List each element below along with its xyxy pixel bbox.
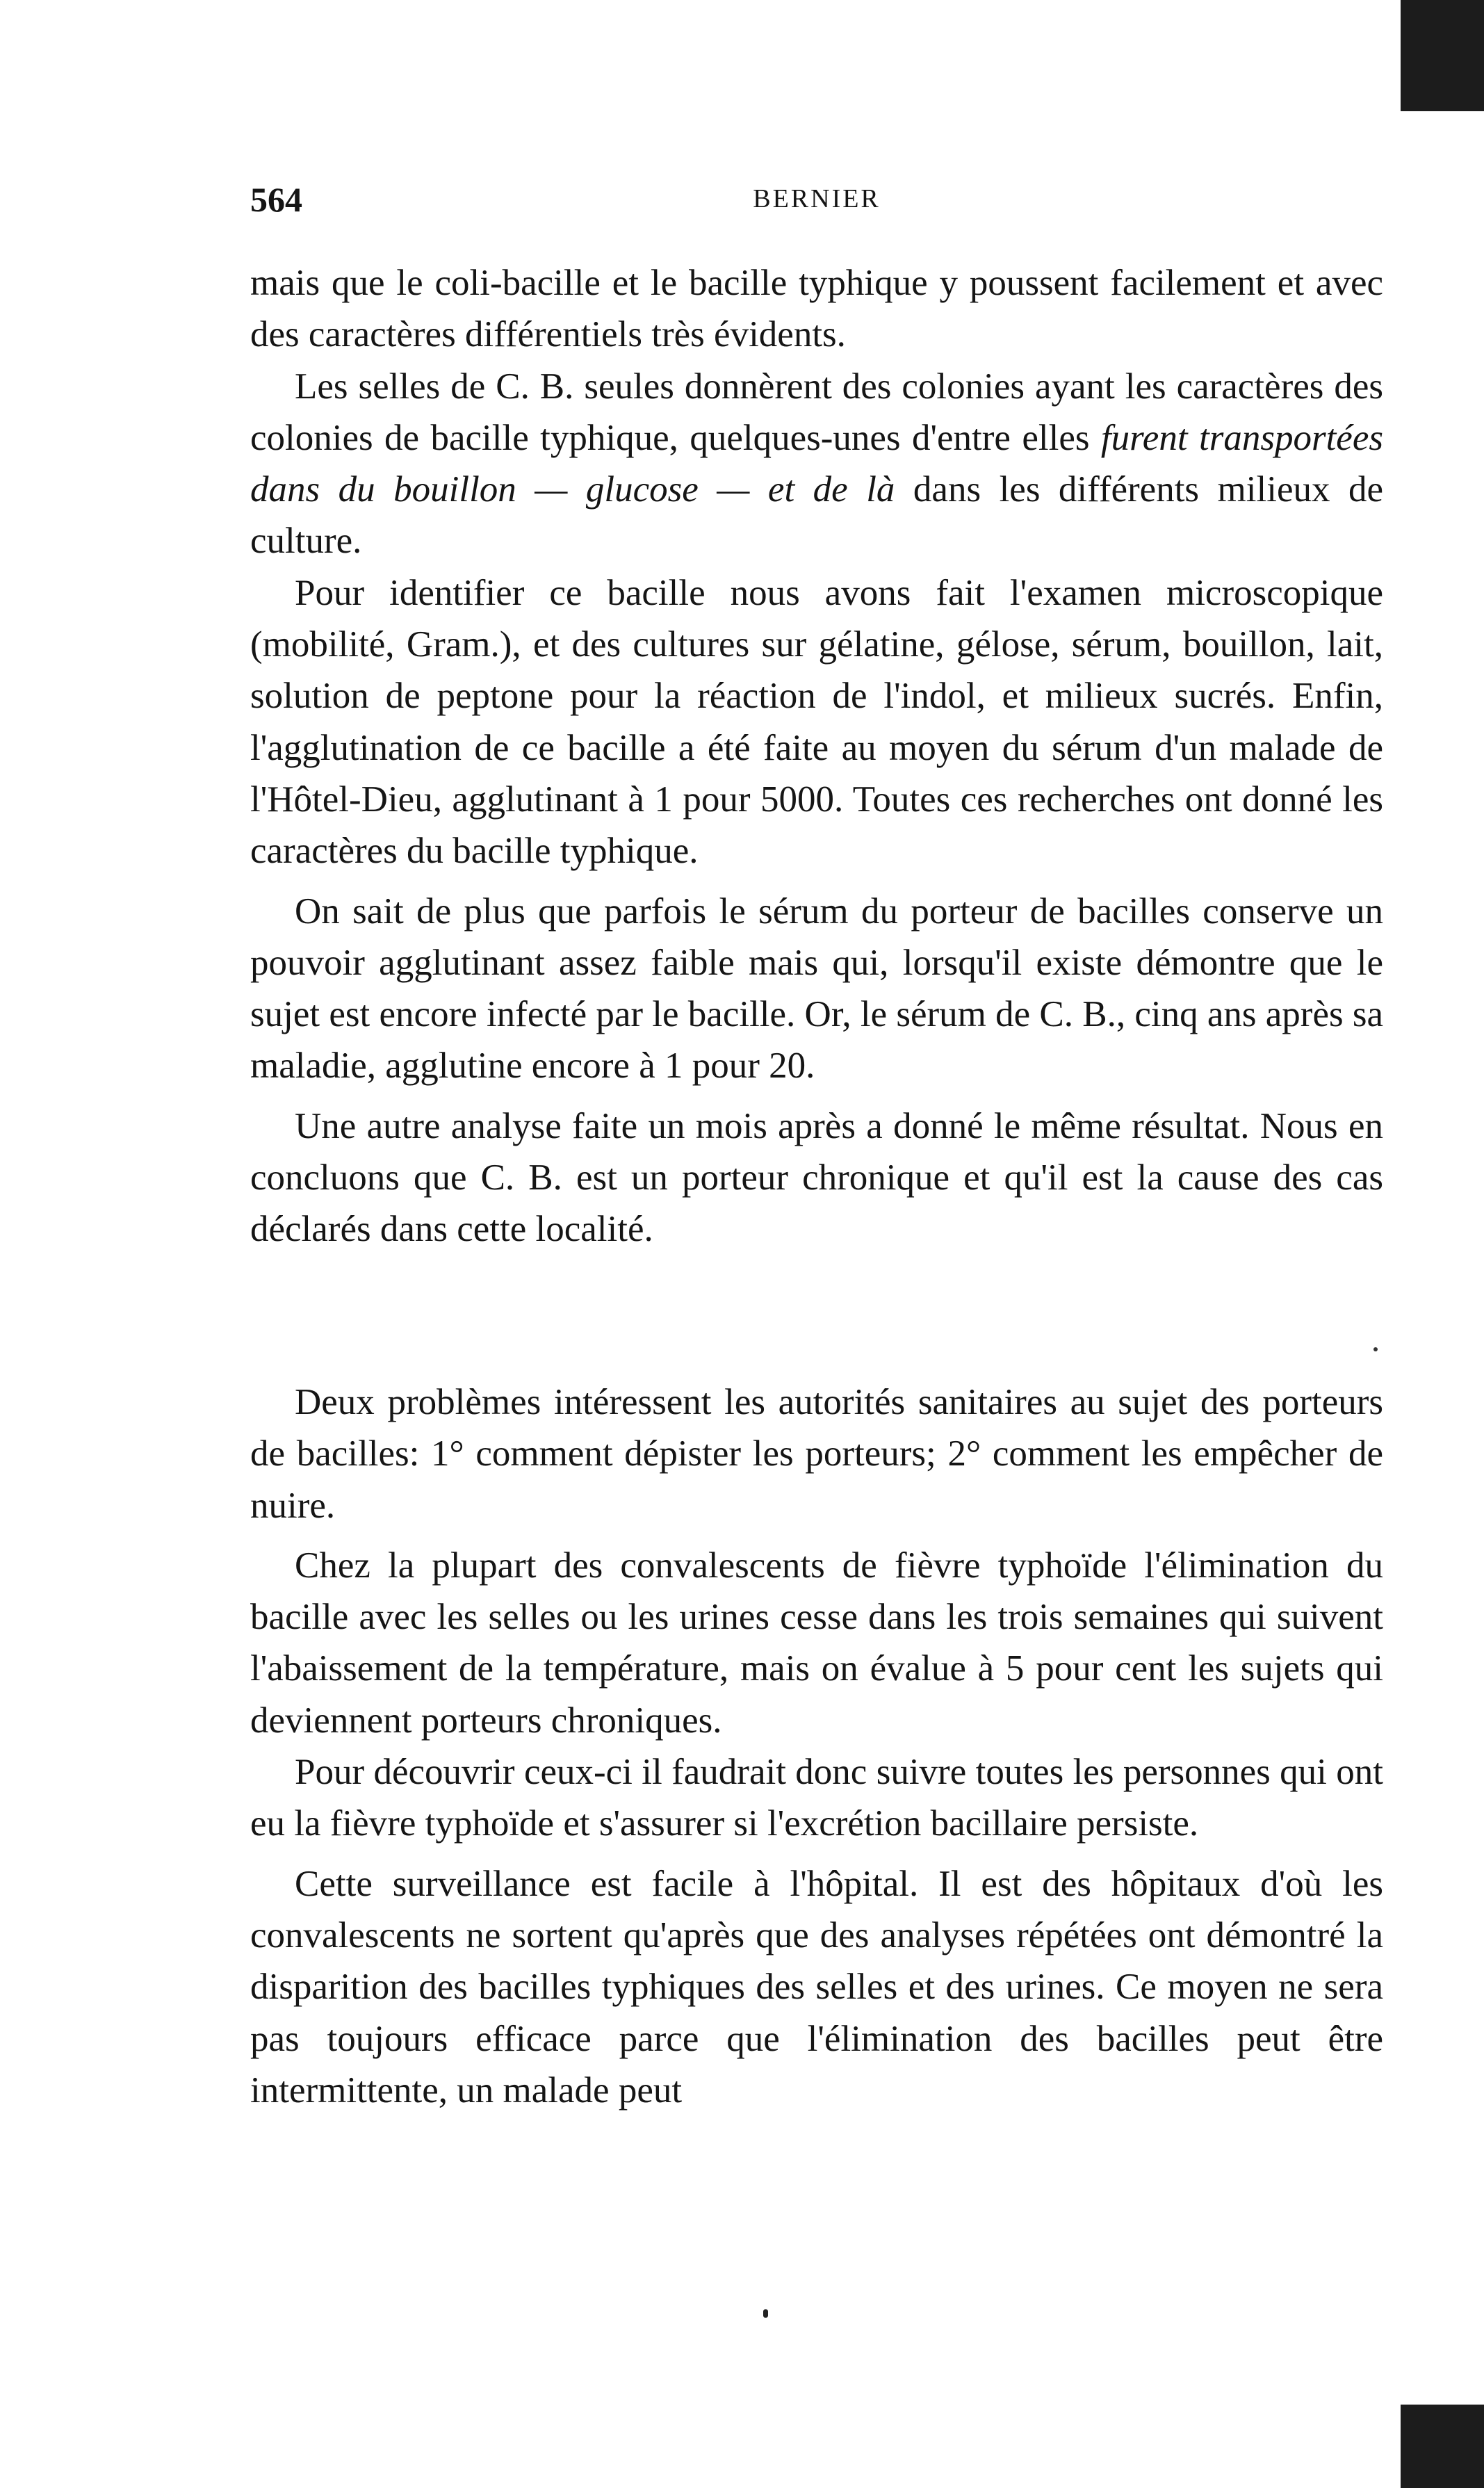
section-dot: [1373, 1347, 1378, 1351]
paragraph: Pour identifier ce bacille nous avons fait l'examen microscopique (mobilité, Gram.), et des cultures sur gélatine, gélose, sérum, bouillon, lait, solution de peptone pour la réaction de l'indol, et milieux sucrés. Enfin, l'agglutination de ce bacille a été faite au moyen du sérum d'un malade de l'Hôtel-Dieu, agglutinant à 1 pour 5000. Toutes ces recherches ont donné les caractères du bacille typhique.: [250, 572, 1383, 872]
scan-edge-artifact-bottom: [1401, 2405, 1484, 2488]
page-number: 564: [250, 180, 302, 219]
paragraph: Cette surveillance est facile à l'hôpital. Il est des hôpitaux d'où les convalescents ne sortent qu'après que des analyses répétées ont démontré la disparition des bacilles typhiques des selles et des urines. Ce moyen ne sera pas toujours efficace parce que l'élimination des bacilles peut être intermittente, un malade peut: [250, 1863, 1383, 2111]
paragraph: Chez la plupart des convalescents de fièvre typhoïde l'élimination du bacille avec les selles ou les urines cesse dans les trois semaines qui suivent l'abaissement de la température, mais on évalue à 5 pour cent les sujets qui deviennent porteurs chroniques.: [250, 1545, 1383, 1741]
text-block-upper: [250, 257, 1383, 1255]
running-head: BERNIER: [753, 184, 881, 213]
footer-mark: [763, 2309, 768, 2318]
italic-text-run: furent transportées dans du bouillon — glucose — et de là: [250, 417, 1383, 510]
text-run: Les selles de C. B. seules donnèrent des colonies ayant les caractères des colonies de bacille typhique, quelques-unes d'entre elles: [250, 366, 1383, 458]
scan-edge-artifact-top: [1401, 0, 1484, 111]
paragraph: Une autre analyse faite un mois après a donné le même résultat. Nous en concluons que C. B. est un porteur chronique et qu'il est la cause des cas déclarés dans cette localité.: [250, 1105, 1383, 1250]
paragraph: [250, 361, 1383, 567]
page-header: [250, 179, 1383, 221]
paragraph: Deux problèmes intéressent les autorités sanitaires au sujet des porteurs de bacilles: 1° comment dépister les porteurs; 2° comment les empêcher de nuire.: [250, 1382, 1383, 1526]
paragraph: On sait de plus que parfois le sérum du porteur de bacilles conserve un pouvoir agglutinant assez faible mais qui, lorsqu'il existe démontre que le sujet est encore infecté par le bacille. Or, le sérum de C. B., cinq ans après sa maladie, agglutine encore à 1 pour 20.: [250, 891, 1383, 1087]
text-block-lower: [250, 1376, 1383, 2116]
text-run: dans les différents milieux de culture.: [250, 469, 1383, 562]
paragraph: Pour découvrir ceux-ci il faudrait donc suivre toutes les personnes qui ont eu la fièvre typhoïde et s'assurer si l'excrétion bacillaire persiste.: [250, 1752, 1383, 1844]
paragraph: mais que le coli-bacille et le bacille typhique y poussent facilement et avec des caractères différentiels très évidents.: [250, 263, 1383, 355]
